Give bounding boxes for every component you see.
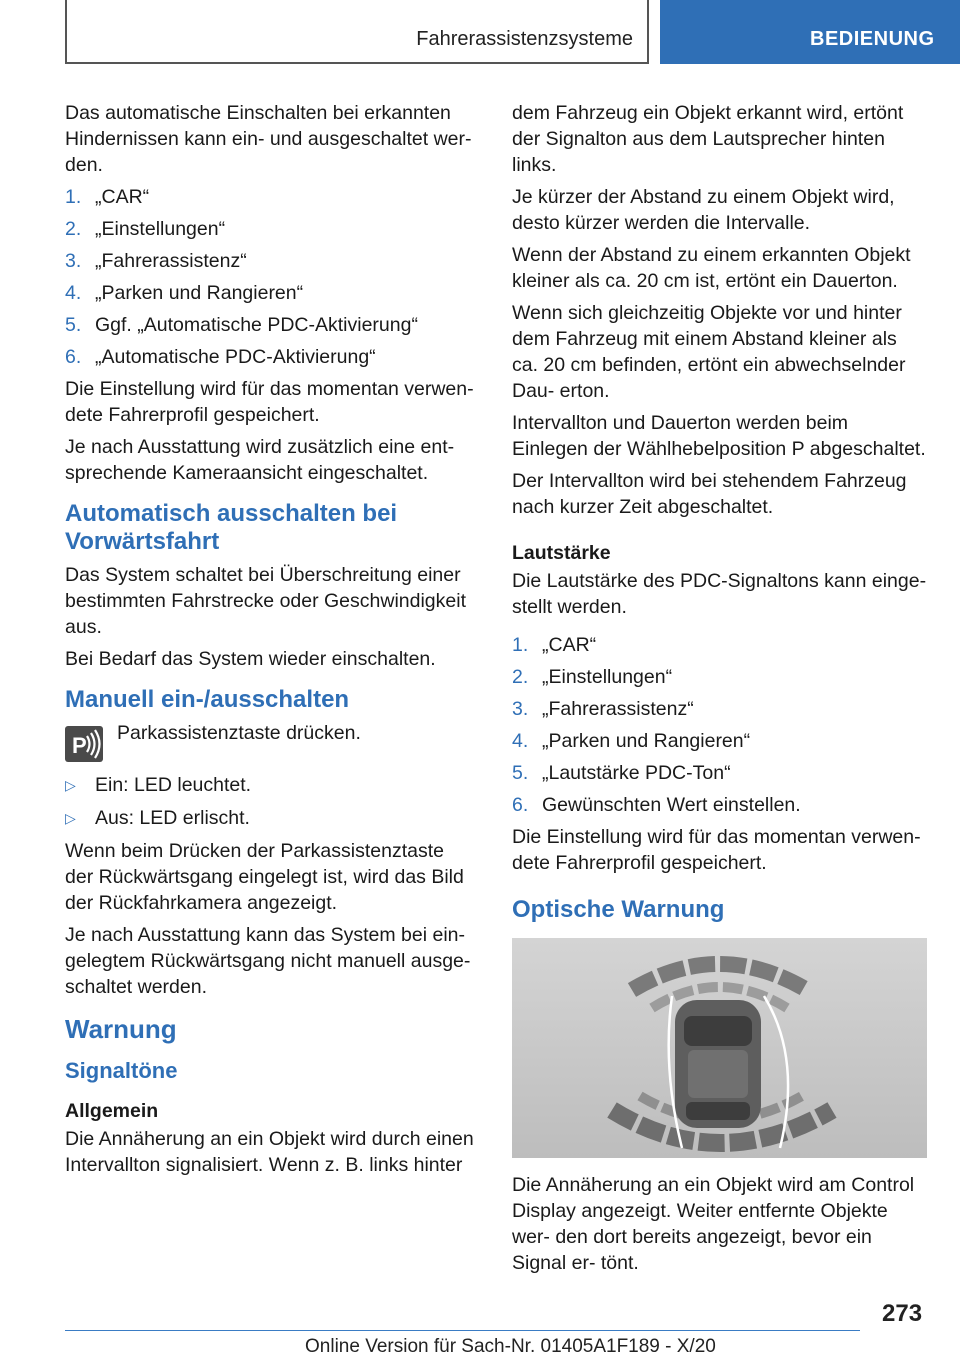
paragraph: Je nach Ausstattung wird zusätzlich eine ent- sprechende Kameraansicht eingeschaltet. [65,436,455,484]
pdc-car-illustration [512,938,927,1158]
list-item: 3. „Fahrerassistenz“ [512,698,694,720]
triangle-bullet-icon: ▷ [65,777,76,793]
list-item: 6. Gewünschten Wert einstellen. [512,794,801,816]
intro-paragraph: Das automatische Einschalten bei erkannten Hindernissen kann ein- und ausgeschaltet wer- den. [65,102,472,176]
triangle-bullet-icon: ▷ [65,810,76,826]
list-item: 4. „Parken und Rangieren“ [512,730,751,752]
list-item: 2. „Einstellungen“ [65,218,226,240]
heading-manual: Manuell ein-/ausschalten [65,686,350,713]
paragraph: Intervallton und Dauerton werden beim Einlegen der Wählhebelposition P abgeschaltet. [512,412,926,460]
heading-volume: Lautstärke [512,542,611,564]
heading-general: Allgemein [65,1100,159,1122]
list-item: ▷ Aus: LED erlischt. [65,807,250,829]
park-assist-button-row [65,720,475,764]
header-section-title: Fahrerassistenzsysteme [416,28,633,50]
paragraph: Je kürzer der Abstand zu einem Objekt wird, desto kürzer werden die Intervalle. [512,186,895,234]
paragraph: Die Lautstärke des PDC-Signaltons kann einge- stellt werden. [512,570,927,618]
list-item: 6. „Automatische PDC-Aktivierung“ [65,346,376,368]
paragraph: Wenn der Abstand zu einem erkannten Objekt kleiner als ca. 20 cm ist, ertönt ein Dauerton. [512,244,911,292]
svg-text:P: P [72,733,87,758]
footer-text: Online Version für Sach-Nr. 01405A1F189 - X/20 [305,1336,716,1357]
paragraph: Das System schaltet bei Überschreitung einer bestimmten Fahrstrecke oder Geschwindigkeit aus. [65,564,466,638]
list-item: 5. „Lautstärke PDC-Ton“ [512,762,731,784]
paragraph: Die Annäherung an ein Objekt wird am Control Display angezeigt. Weiter entfernte Objekte wer- den dort bereits angezeigt, bevor ein Signal er- tönt. [512,1174,915,1274]
paragraph: Die Einstellung wird für das momentan verwen- dete Fahrerprofil gespeichert. [65,378,474,426]
paragraph: Die Einstellung wird für das momentan verwen- dete Fahrerprofil gespeichert. [512,826,921,874]
paragraph: dem Fahrzeug ein Objekt erkannt wird, ertönt der Signalton aus dem Lautsprecher hinten links. [512,102,904,176]
led-status-list [65,772,475,831]
paragraph: Der Intervallton wird bei stehendem Fahrzeug nach kurzer Zeit abgeschaltet. [512,470,907,518]
list-item: 4. „Parken und Rangieren“ [65,282,304,304]
left-column [65,100,475,1184]
list-item: 2. „Einstellungen“ [512,666,673,688]
park-assist-button-icon [65,726,103,762]
list-item: ▷ Ein: LED leuchtet. [65,774,252,796]
paragraph: Wenn beim Drücken der Parkassistenztaste der Rückwärtsgang eingelegt ist, wird das Bild der Rückfahrkamera angezeigt. [65,840,464,914]
list-item: 3. „Fahrerassistenz“ [65,250,247,272]
park-assist-instruction: Parkassistenztaste drücken. [117,722,361,744]
list-item: 1. „CAR“ [512,634,597,656]
pdc-display-figure [512,938,927,1158]
paragraph: Wenn sich gleichzeitig Objekte vor und hinter dem Fahrzeug mit einem Abstand kleiner als ca. 20 cm befinden, ertönt ein abwechselnder Dau- erton. [512,302,906,402]
heading-signal-tones: Signaltöne [65,1058,178,1083]
page-number: 273 [882,1300,923,1327]
steps-list-volume [512,632,927,818]
footer-divider [65,1330,860,1331]
list-item: 5. Ggf. „Automatische PDC-Aktivierung“ [65,314,418,336]
header-chapter-box [660,0,960,64]
right-column [512,100,927,1282]
heading-optical-warning: Optische Warnung [512,896,725,923]
list-item: 1. „CAR“ [65,186,150,208]
header-section-box [65,0,649,64]
heading-auto-off: Automatisch ausschalten bei Vorwärtsfahrt [65,500,398,555]
paragraph: Je nach Ausstattung kann das System bei ein- gelegtem Rückwärtsgang nicht manuell ausge- schaltet werden. [65,924,471,998]
paragraph: Die Annäherung an ein Objekt wird durch einen Intervallton signalisiert. Wenn z. B. links hinter [65,1128,474,1176]
heading-warning: Warnung [65,1014,177,1044]
steps-list-activation [65,184,475,370]
paragraph: Bei Bedarf das System wieder einschalten. [65,648,436,670]
header-chapter-title: BEDIENUNG [810,28,935,50]
